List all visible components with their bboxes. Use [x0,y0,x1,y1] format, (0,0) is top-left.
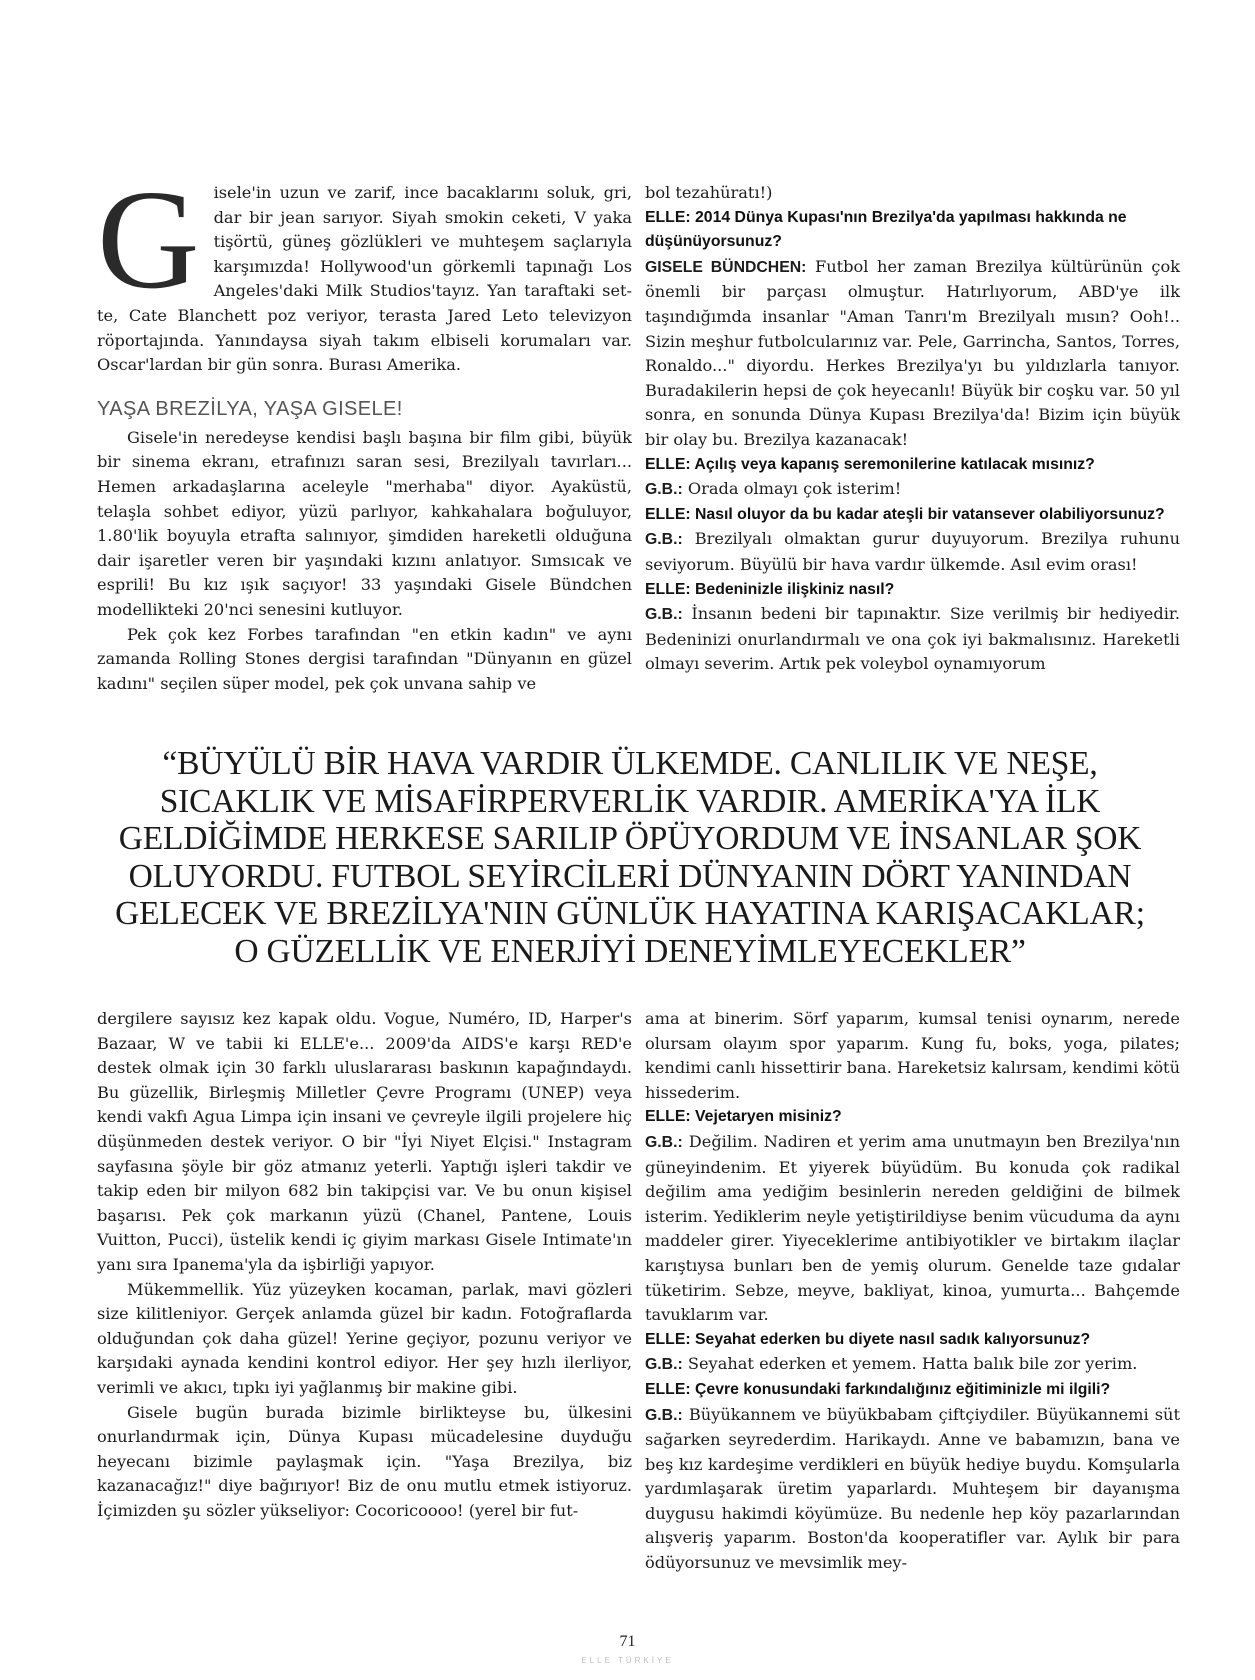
drop-cap: G [97,160,200,318]
answer-speaker: G.B.: [645,606,683,624]
section-subheading: YAŞA BREZİLYA, YAŞA GISELE! [97,397,403,420]
continued-text: bol tezahüratı!) [645,183,773,202]
answer-text: Değilim. Nadiren et yerim ama unutmayın ben Brezilya'nın güneyindenim. Et yiyerek büyüdüm. Bu konuda çok radikal değilim ama yediğim besinlerin nereden geldiğini de bilmek isterim. Yediklerim neyle yetiştirildiyse benim vücuduma da aynı maddeler girer. Yiyeceklerime antibiyotikler ve birtakım ilaçlar karıştıysa bunları ben de yemiş olurum. Genelde taze gıdalar tüketirim. Sebze, meyve, bakliyat, kinoa, yumurta... Bahçemde tavuklarım var. [645,1131,1180,1325]
answer-speaker: G.B.: [645,1356,683,1374]
interview-answer [645,1352,1180,1378]
answer-text: Büyükannem ve büyükbabam çiftçiydiler. Büyükannemi süt sağarken seyrederdim. Harikaydı. Anne ve babamızın, bana ve beş kız kardeşime verdikleri en büyük hediye buydu. Komşularla yardımlaşarak üretim yaparlardı. Muhteşem bir dayanışma duygusu hakimdi köyümüze. Bu nedenle hep köy pazarlarından alışveriş yaparım. Boston'da kooperatifler var. Aylık bir para ödüyorsunuz ve mevsimlik mey- [645,1404,1180,1573]
pull-quote [60,745,1200,970]
interview-question: ELLE: Çevre konusundaki farkındalığınız eğitiminizle mi ilgili? [645,1380,1111,1398]
pull-quote-line: “BÜYÜLÜ BİR HAVA VARDIR ÜLKEMDE. CANLILIK VE NEŞE, [162,745,1098,782]
answer-speaker: G.B.: [645,1406,683,1424]
answer-speaker: GISELE BÜNDCHEN: [645,258,807,276]
pull-quote-line: OLUYORDU. FUTBOL SEYİRCİLERİ DÜNYANIN DÖRT YANINDAN [128,857,1132,895]
interview-answer [645,1403,1180,1576]
answer-text: Orada olmayı çok isterim! [682,479,902,499]
column-3 [97,1007,632,1523]
pull-quote-line: GELDİĞİMDE HERKESE SARILIP ÖPÜYORDUM VE İNSANLAR ŞOK [118,820,1142,857]
answer-text: İnsanın bedeni bir tapınaktır. Size verilmiş bir hediyedir. Bedeninizi onurlandırmalı ve ona çok iyi bakmalısınız. Hareketli olmayı severim. Artık pek voleybol oynamıyorum [645,604,1180,674]
interview-question: ELLE: Seyahat ederken bu diyete nasıl sadık kalıyorsunuz? [645,1330,1091,1348]
interview-question: ELLE: Bedeninizle ilişkiniz nasıl? [645,580,895,598]
body-paragraph: Gisele'in neredeyse kendisi başlı başına bir film gibi, büyük bir sinema ekranı, etrafınızı saran sesi, Brezilyalı tavırları... Hemen arkadaşlarına aceleyle "merhaba" diyor. Ayaküstü, telaşla sohbet ediyor, yüzü parlıyor, kahkahalara boğuluyor, 1.80'lik boyuyla etrafta salınıyor, şimdiden hareketli olduğuna dair işaretler veren bir yaşındaki kızını anlatıyor. Sımsıcak ve esprili! Bu kız ışık saçıyor! 33 yaşındaki Gisele Bündchen modellikteki 20'nci senesini kutluyor. [97,427,632,619]
interview-answer [645,602,1180,677]
body-paragraph: Pek çok kez Forbes tarafından "en etkin kadın" ve aynı zamanda Rolling Stones dergisi tarafından "Dünyanın en güzel kadını" seçilen süper model, pek çok unvana sahip ve [97,624,632,693]
interview-answer [645,255,1180,453]
footer-watermark: ELLE TÜRKİYE [581,1656,674,1665]
pull-quote-line: SICAKLIK VE MİSAFİRPERVERLİK VARDIR. AMERİKA'YA İLK [159,782,1101,820]
interview-answer [645,527,1180,577]
interview-question: ELLE: Vejetaryen misiniz? [645,1108,842,1126]
body-paragraph: dergilere sayısız kez kapak oldu. Vogue, Numéro, ID, Harper's Bazaar, W ve tabii ki ELLE'e... 2009'da AIDS'e karşı RED'e destek olmak için 30 farklı uluslararası baskının kapağındaydı. Bu güzellik, Birleşmiş Milletler Çevre Programı (UNEP) veya kendi vakfı Agua Limpa için insani ve çevreyle ilgili projelere hiç düşünmeden destek veriyor. O bir "İyi Niyet Elçisi." Instagram sayfasına şöyle bir göz atmanız yeterli. Yaptığı işleri takdir ve takip eden bir milyon 682 bin takipçisi var. Ve bu onun kişisel başarısı. Pek çok markanın yüzü (Chanel, Pantene, Louis Vuitton, Pucci), üstelik kendi iç giyim markası Gisele Intimate'ın yanı sıra Ipanema'yla da işbirliği yapıyor. [97,1009,632,1274]
intro-paragraph: isele'in uzun ve zarif, ince bacaklarını soluk, gri, dar bir jean sarıyor. Siyah smokin ceketi, V yaka tişörtü, güneş gözlükleri ve muhteşem saçlarıyla karşımızda! Hollywood'un görkemli tapınağı Los Angeles'daki Milk Studios'tayız. Yan taraftaki set-te, Cate Blanchett poz veriyor, terasta Jared Leto televizyon röportajında. Yanındaysa siyah takım elbiseli korumaları var. Oscar'lardan bir gün sonra. Burası Amerika. [97,183,632,375]
pull-quote-line: O GÜZELLİK VE ENERJİYİ DENEYİMLEYECEKLER” [234,932,1026,970]
continued-text: ama at binerim. Sörf yaparım, kumsal tenisi oynarım, nerede olursam olayım spor yaparım. Kung fu, boks, yoga, pilates; kendimi canlı hissettirir bana. Hareketsiz kalırsam, kendimi kötü hissederim. [645,1009,1180,1102]
answer-text: Futbol her zaman Brezilya kültürünün çok önemli bir parçası olmuştur. Hatırlıyorum, ABD'ye ilk taşındığımda insanlar "Aman Tanrı'm Brezilyalı mısın? Ooh!.. Sizin meşhur futbolcularınız var. Pele, Garrincha, Santos, Torres, Ronaldo..." diyordu. Herkes Brezilya'yı bu yıldızlarla tanıyor. Buradakilerin hepsi de çok heyecanlı! Büyük bir coşku var. 50 yıl sonra, en sonunda Dünya Kupası Brezilya'da! Bizim için büyük bir olay bu. Brezilya kazanacak! [645,256,1180,449]
interview-question: ELLE: Açılış veya kapanış seremonilerine katılacak mısınız? [645,455,1095,473]
answer-speaker: G.B.: [645,481,683,499]
column-1 [97,160,632,696]
body-paragraph: Mükemmellik. Yüz yüzeyken kocaman, parlak, mavi gözleri size kilitleniyor. Gerçek anlamda güzel bir kadın. Fotoğraflarda olduğundan çok daha güzel! Yerine geçiyor, pozunu veriyor ve karşıdaki aynada kendini kontrol ediyor. Her şey hızlı ilerliyor, verimli ve akıcı, tıpkı iyi yağlanmış bir makine gibi. [97,1279,632,1397]
answer-speaker: G.B.: [645,531,683,549]
page-number: 71 [619,1633,636,1650]
answer-text: Brezilyalı olmaktan gurur duyuyorum. Brezilya ruhunu seviyorum. Büyülü bir hava vardır ülkemde. Asıl evim orası! [645,529,1180,574]
interview-question: ELLE: 2014 Dünya Kupası'nın Brezilya'da yapılması hakkında ne düşünüyorsunuz? [645,208,1127,251]
answer-text: Seyahat ederken et yemem. Hatta balık bile zor yerim. [682,1354,1138,1374]
pull-quote-line: GELECEK VE BREZİLYA'NIN GÜNLÜK HAYATINA KARIŞACAKLAR; [115,895,1145,932]
interview-answer [645,1130,1180,1328]
column-2 [645,181,1180,677]
answer-speaker: G.B.: [645,1133,683,1151]
column-4 [645,1007,1180,1576]
interview-answer [645,477,1180,503]
interview-question: ELLE: Nasıl oluyor da bu kadar ateşli bir vatansever olabiliyorsunuz? [645,505,1165,523]
body-paragraph: Gisele bugün burada bizimle birlikteyse bu, ülkesini onurlandırmak için, Dünya Kupası mücadelesine duyduğu heyecanı bizimle paylaşmak için. "Yaşa Brezilya, biz kazanacağız!" diye bağırıyor! Biz de onu mutlu etmek istiyoruz. İçimizden şu sözler yükseliyor: Cocoricoooo! (yerel bir fut- [97,1402,632,1520]
